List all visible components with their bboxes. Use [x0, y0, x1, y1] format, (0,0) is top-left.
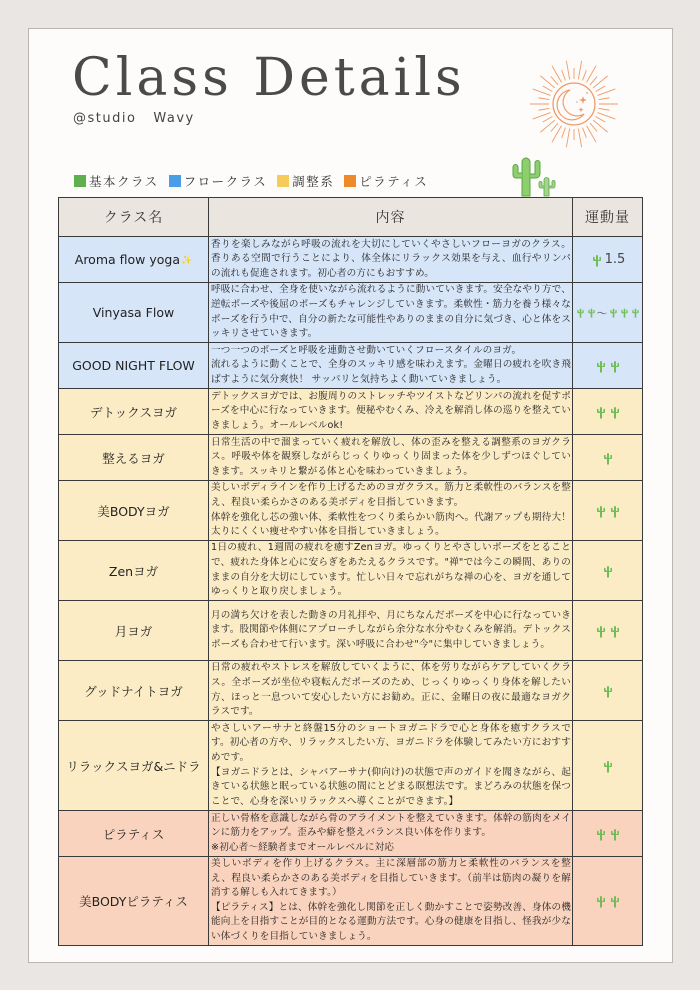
class-name-cell — [59, 857, 209, 946]
sun-ray — [599, 98, 610, 100]
cactus-icon — [608, 405, 622, 419]
sun-ray — [566, 129, 569, 148]
class-description: 一つ一つのポーズと呼吸を連動させ動いていくフロースタイルのヨガ。 流れるように動くことで、全身のスッキリ感を味わえます。金曜日の疲れを吹き飛ばすように気分爽快！ サッパリと気持ちよく動いていきましょう。 — [209, 343, 573, 389]
table-row — [59, 481, 643, 541]
sun-ray — [583, 70, 587, 80]
cactus-icon — [608, 504, 622, 518]
sun-ray — [551, 76, 558, 84]
class-name: 整えるヨガ — [102, 450, 165, 466]
sun-ray — [533, 113, 551, 120]
legend-swatch-orange — [344, 175, 356, 187]
legend-label: 調整系 — [292, 174, 335, 189]
cactus-icon — [594, 827, 608, 841]
class-name: GOOD NIGHT FLOW — [72, 358, 195, 373]
sun-ray — [590, 76, 597, 84]
cactus-icon — [619, 307, 630, 318]
class-name-cell — [59, 721, 209, 811]
intensity-cell — [573, 481, 643, 541]
page-title: Class Details — [72, 48, 466, 108]
sun-ray — [578, 61, 581, 80]
class-description: 美しいボディラインを作り上げるためのヨガクラス。筋力と柔軟性のバランスを整え、程良い柔らかさのある美ボディを目指していきます。 体幹を強化し芯の強い体、柔軟性をつくり柔らかい筋肉へ。代謝アップも期待大！ 太りにくくい痩せやすい体を目指していきましょう。 — [209, 481, 573, 541]
sun-ray — [562, 127, 566, 137]
class-description: やさしいアーサナと終盤15分のショートヨガニドラで心と身体を癒すクラスです。初心者の方や、リラックスしたい方、ヨガニドラを体験してみたい方におすすめです。 【ヨガニドラとは、シャバアーサナ(仰向け)の状態で声のガイドを聞きながら、起きている状態と眠っている状態の間にとどまる瞑想法です。まどろみの状態を保つことで、心身を深いリラックスへ導くことができます。】 — [209, 721, 573, 811]
intensity-value: 1.5 — [604, 252, 626, 267]
header-class-name: クラス名 — [59, 198, 209, 237]
legend-pilates — [344, 172, 428, 190]
table-row — [59, 601, 643, 661]
legend-label: 基本クラス — [89, 174, 159, 189]
intensity-cell — [573, 721, 643, 811]
intensity-cell — [573, 389, 643, 435]
cactus-icon — [608, 894, 622, 908]
table-header-row — [59, 198, 643, 237]
table-row — [59, 661, 643, 721]
class-name: リラックスヨガ&ニドラ — [66, 758, 201, 774]
table-row — [59, 237, 643, 283]
sun-ray — [539, 98, 550, 100]
sun-ray — [596, 117, 606, 123]
class-name-cell — [59, 237, 209, 283]
class-name-cell — [59, 283, 209, 343]
class-description: 正しい骨格を意識しながら骨のアライメントを整えていきます。体幹の筋肉をメインに筋力をアップ。歪みや癖を整えバランス良い体を作ります。 ※初心者〜経験者までオールレベルに対応 — [209, 811, 573, 857]
sun-ray — [540, 76, 555, 88]
class-description: 呼吸に合わせ、全身を使いながら流れるように動いていきます。安全なやり方で、逆転ポーズや後屈のポーズもチャレンジしていきます。柔軟性・筋力を養う様々なポーズを行う中で、自分の新たな可能性やありのままの自分に気づき、心と体をスッキリさせていきます。 — [209, 283, 573, 343]
class-name-cell — [59, 435, 209, 481]
class-name: 美BODYヨガ — [97, 503, 170, 519]
class-name: 月ヨガ — [114, 623, 153, 639]
sun-ray — [593, 76, 608, 88]
class-description: 香りを楽しみながら呼吸の流れを大切にしていくやさしいフローヨガのクラス。香りある空間で行うことにより、体全体にリラックス効果を与え、血行やリンパの流れも促進されます。初心者の方にもおすすめ。 — [209, 237, 573, 283]
sun-ray — [551, 123, 558, 131]
cactus-icon — [594, 624, 608, 638]
class-name: 美BODYピラティス — [79, 893, 188, 909]
class-name-cell — [59, 601, 209, 661]
cactus-icon — [601, 759, 615, 773]
table-row — [59, 283, 643, 343]
class-name-cell — [59, 481, 209, 541]
sun-ray — [590, 123, 597, 131]
class-name-cell — [59, 343, 209, 389]
sun-ray — [593, 120, 608, 132]
class-name: グッドナイトヨガ — [84, 683, 183, 699]
cactus-icon — [601, 684, 615, 698]
table-row — [59, 857, 643, 946]
intensity-range-separator: 〜 — [596, 306, 608, 320]
intensity-cell — [573, 343, 643, 389]
class-name: Aroma flow yoga — [74, 252, 180, 267]
studio-handle: @studio Wavy — [73, 111, 195, 126]
header-intensity: 運動量 — [573, 198, 643, 237]
cactus-icon — [608, 624, 622, 638]
legend-flow — [169, 172, 268, 190]
sun-ray — [583, 127, 587, 137]
intensity-cell — [573, 811, 643, 857]
cactus-icon — [594, 405, 608, 419]
category-legend — [74, 172, 428, 190]
sparkle-icon: ✨ — [181, 255, 193, 266]
sun-ray — [539, 108, 550, 110]
table-row — [59, 721, 643, 811]
legend-basic — [74, 172, 159, 190]
cactus-icon — [575, 307, 586, 318]
table-row — [59, 541, 643, 601]
cactus-icon — [601, 451, 615, 465]
sun-ray — [599, 108, 610, 110]
class-description: 1日の疲れ、1週間の疲れを癒すZenヨガ。ゆっくりとやさしいポーズをとることで、疲れた身体と心に安らぎをあたえるクラスです。"禅"では今この瞬間、ありのままの自分を大切にしています。忙しい日々で忘れがちな禅の心を、ヨガを通してゆっくりと取り戻しましょう。 — [209, 541, 573, 601]
sun-ray — [597, 89, 615, 96]
cactus-icon — [594, 894, 608, 908]
sun-ray — [543, 117, 553, 123]
class-description: 美しいボディを作り上げるクラス。主に深層部の筋力と柔軟性のバランスを整え、程良い柔らかさのある美ボディを目指していきます。（前半は筋肉の凝りを解消する解しも入れてきます。） 【ピラティス】とは、体幹を強化し関節を正しく動かすことで姿勢改善、身体の機能向上を目指すことが目的となる運動方法です。心身の健康を目指し、怪我が少ない体づくりを目指していきましょう。 — [209, 857, 573, 946]
class-table — [58, 197, 643, 946]
cactus-icon — [608, 307, 619, 318]
intensity-cell — [573, 601, 643, 661]
class-name-cell — [59, 541, 209, 601]
cactus-icon — [608, 359, 622, 373]
sun-ray — [533, 89, 551, 96]
cactus-icon — [601, 564, 615, 578]
legend-adjust — [277, 172, 334, 190]
legend-swatch-yellow — [277, 175, 289, 187]
intensity-cell — [573, 283, 643, 343]
cactus-icon — [590, 253, 604, 267]
cactus-icon — [630, 307, 641, 318]
sun-ray — [562, 70, 566, 80]
cactus-icon — [594, 359, 608, 373]
sun-ray — [566, 61, 569, 80]
class-name-cell — [59, 811, 209, 857]
intensity-cell — [573, 661, 643, 721]
sun-ray — [543, 86, 553, 92]
cactus-icon — [608, 827, 622, 841]
class-name-cell — [59, 661, 209, 721]
class-description: 日常の疲れやストレスを解放していくように、体を労りながらケアしていくクラス。全ポーズが坐位や寝転んだポーズのため、じっくりゆっくり身体を解したい方、ほっと一息ついて安心したい方にお勧め。正に、金曜日の夜に最適なヨガクラスです。 — [209, 661, 573, 721]
table-row — [59, 811, 643, 857]
intensity-cell — [573, 541, 643, 601]
legend-label: フロークラス — [183, 174, 268, 189]
class-name: ピラティス — [102, 826, 165, 842]
table-row — [59, 435, 643, 481]
sun-ray — [540, 120, 555, 132]
class-name: Zenヨガ — [108, 563, 159, 579]
header-content: 内容 — [209, 198, 573, 237]
class-description: デトックスヨガでは、お腹周りのストレッチやツイストなどリンパの流れを促すポーズを中心に行なっていきます。便秘やむくみ、冷えを解消し体の巡りを整えていきましょう。オールレベルok! — [209, 389, 573, 435]
cactus-icon — [594, 504, 608, 518]
cactus-icon — [586, 307, 597, 318]
legend-swatch-blue — [169, 175, 181, 187]
table-row — [59, 343, 643, 389]
sun-ray — [596, 86, 606, 92]
class-name: Vinyasa Flow — [92, 305, 175, 320]
table-row — [59, 389, 643, 435]
intensity-cell — [573, 435, 643, 481]
sun-moon-illustration — [526, 56, 622, 152]
class-name-cell — [59, 389, 209, 435]
class-description: 日常生活の中で溜まっていく疲れを解放し、体の歪みを整える調整系のヨガクラス。呼吸や体を観察しながらじっくりゆっくり固まった体を少しずつほぐしていきます。スッキリと繋がる体と心を味わっていきましょう。 — [209, 435, 573, 481]
class-name: デトックスヨガ — [89, 404, 177, 420]
sun-ray — [578, 129, 581, 148]
class-description: 月の満ち欠けを表した動きの月礼拝や、月にちなんだポーズを中心に行なっていきます。股関節や体側にアプローチしながら余分な水分やむくみを解消。デトックスポーズも合わせて行います。深い呼吸に合わせ"今"に集中していきましょう。 — [209, 601, 573, 661]
sun-ray — [597, 113, 615, 120]
legend-label: ピラティス — [359, 174, 429, 189]
legend-swatch-green — [74, 175, 86, 187]
intensity-cell — [573, 857, 643, 946]
cactus-decoration — [508, 150, 562, 198]
intensity-cell — [573, 237, 643, 283]
